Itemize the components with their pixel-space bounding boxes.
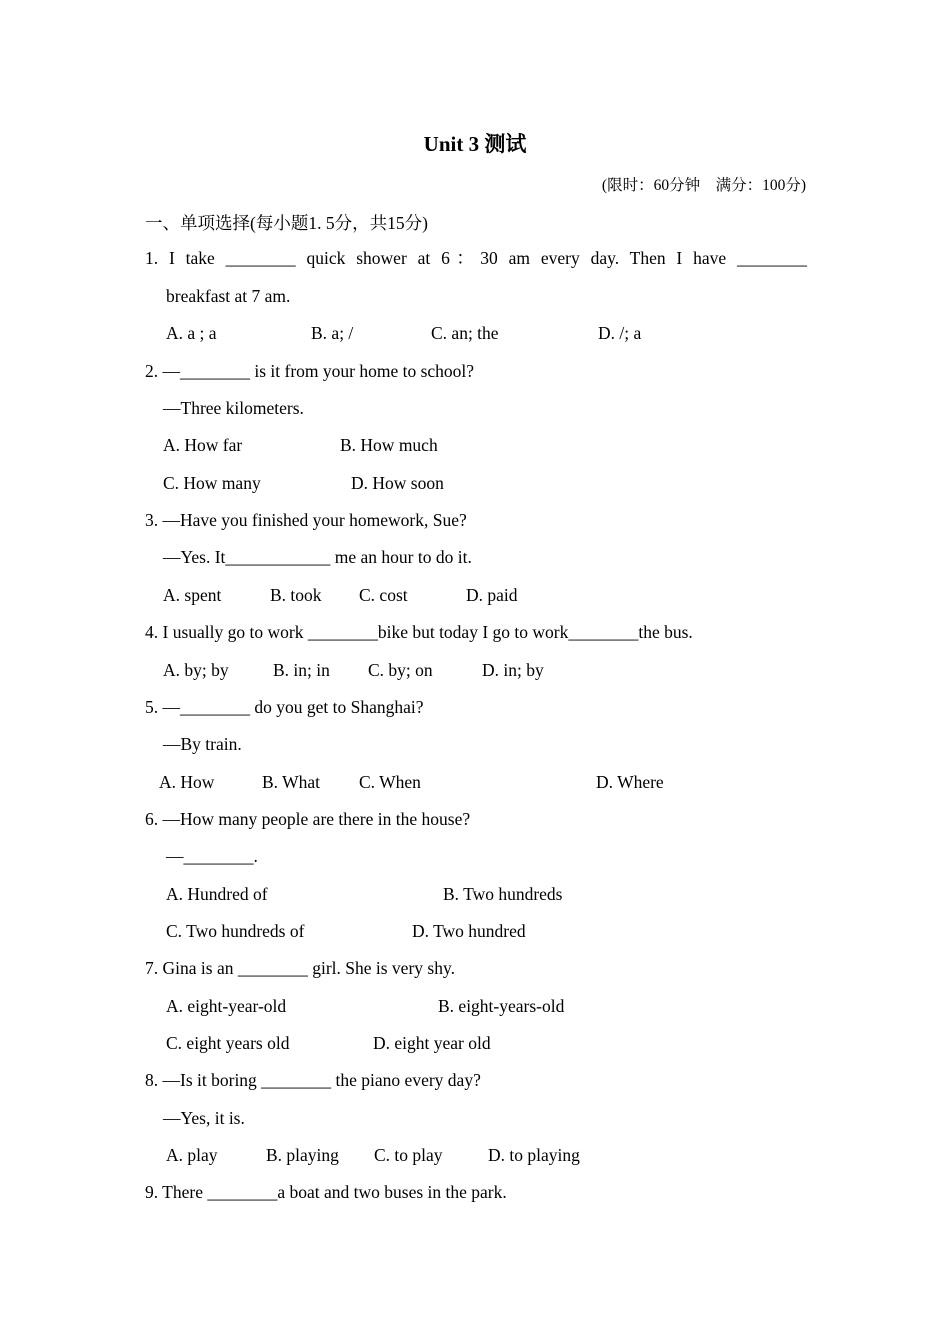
question-5-option-c: C. When [359, 772, 421, 792]
question-1-option-d: D. /; a [598, 323, 642, 343]
question-3-option-b: B. took [270, 585, 322, 605]
question-5-stem: 5. —________ do you get to Shanghai? [145, 697, 424, 717]
question-7-option-d: D. eight year old [373, 1033, 491, 1053]
question-5-answer: —By train. [163, 734, 242, 754]
question-5-option-a: A. How [159, 772, 215, 792]
question-7-option-a: A. eight-year-old [166, 996, 287, 1016]
question-2-option-c: C. How many [163, 473, 261, 493]
question-1-option-a: A. a ; a [166, 323, 217, 343]
question-3-option-a: A. spent [163, 585, 222, 605]
question-6-option-d: D. Two hundred [412, 921, 526, 941]
question-5-option-d: D. Where [596, 772, 664, 792]
question-6-answer: —________. [166, 846, 258, 866]
question-2-stem: 2. —________ is it from your home to school? [145, 361, 475, 381]
time-score-info: (限时：60分钟 满分：100分) [601, 177, 806, 194]
question-4-option-c: C. by; on [368, 660, 433, 680]
question-8-option-c: C. to play [374, 1145, 443, 1165]
question-4-option-a: A. by; by [163, 660, 229, 680]
question-5-option-b: B. What [262, 772, 321, 792]
question-4-stem: 4. I usually go to work ________bike but today I go to work________the bus. [145, 622, 693, 642]
question-1-stem: 1. I take ________ quick shower at 6：30 am every day. Then I have ________ [145, 248, 807, 268]
question-9-stem: 9. There ________a boat and two buses in the park. [145, 1182, 507, 1202]
question-2-option-a: A. How far [163, 435, 243, 455]
question-2-option-d: D. How soon [351, 473, 444, 493]
question-6-option-a: A. Hundred of [166, 884, 268, 904]
question-2-option-b: B. How much [340, 435, 438, 455]
question-8-stem: 8. —Is it boring ________ the piano every day? [145, 1070, 481, 1090]
question-4-option-d: D. in; by [482, 660, 544, 680]
question-7-stem: 7. Gina is an ________ girl. She is very shy. [145, 958, 455, 978]
question-1-option-b: B. a; / [311, 323, 354, 343]
question-8-option-a: A. play [166, 1145, 218, 1165]
question-3-answer: —Yes. It____________ me an hour to do it. [163, 547, 472, 567]
question-3-option-c: C. cost [359, 585, 408, 605]
question-6-stem: 6. —How many people are there in the house? [145, 809, 471, 829]
question-2-answer: —Three kilometers. [163, 398, 304, 418]
question-6-option-b: B. Two hundreds [443, 884, 563, 904]
question-1-option-c: C. an; the [431, 323, 499, 343]
question-6-option-c: C. Two hundreds of [166, 921, 305, 941]
question-7-option-b: B. eight-years-old [438, 996, 565, 1016]
question-8-option-b: B. playing [266, 1145, 339, 1165]
question-7-option-c: C. eight years old [166, 1033, 290, 1053]
question-3-stem: 3. —Have you finished your homework, Sue? [145, 510, 467, 530]
question-3-option-d: D. paid [466, 585, 518, 605]
question-8-answer: —Yes, it is. [163, 1108, 245, 1128]
question-1-stem-cont: breakfast at 7 am. [166, 286, 291, 306]
question-4-option-b: B. in; in [273, 660, 330, 680]
section-heading: 一、单项选择(每小题1. 5分，共15分) [145, 213, 428, 233]
question-8-option-d: D. to playing [488, 1145, 580, 1165]
page-title: Unit 3 测试 [423, 132, 527, 156]
